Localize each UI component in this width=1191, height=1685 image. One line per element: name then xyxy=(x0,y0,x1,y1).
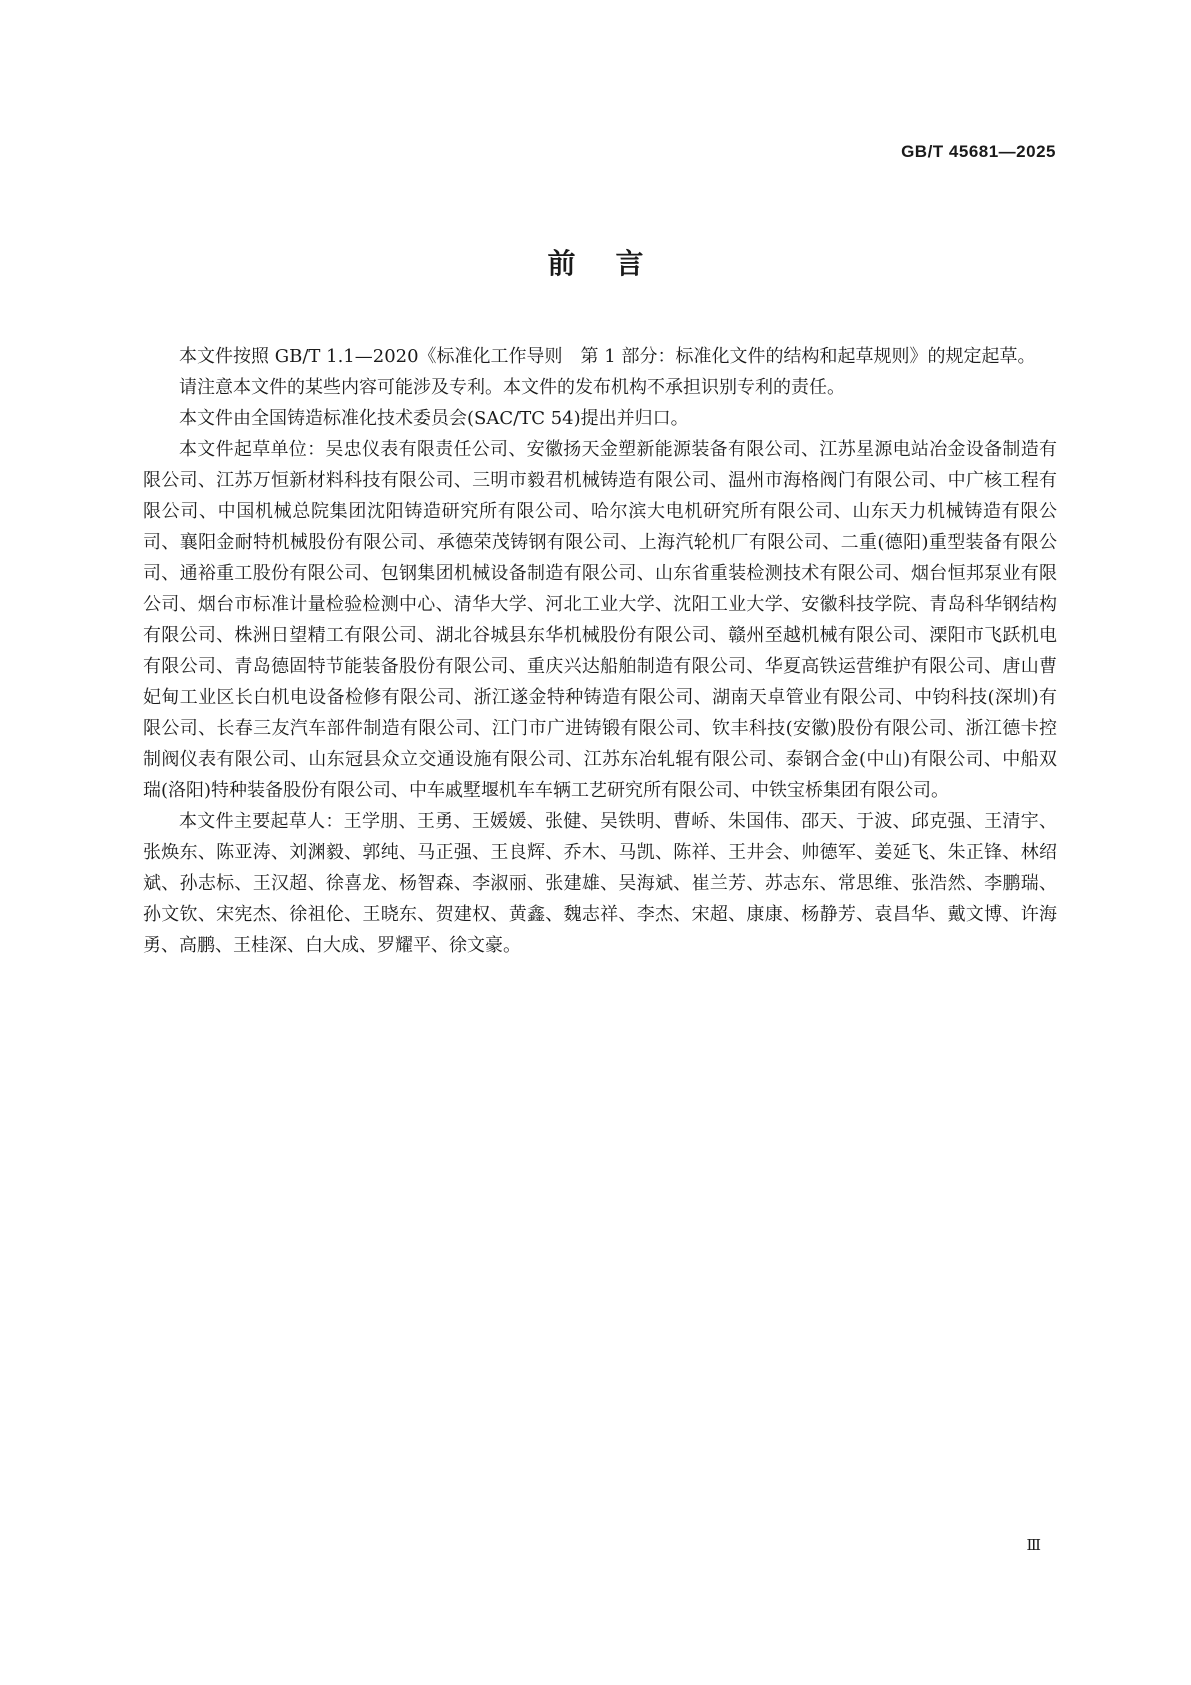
paragraph-drafters: 本文件主要起草人：王学朋、王勇、王媛媛、张健、吴铁明、曹峤、朱国伟、邵天、于波、邱克强、王清宇、张焕东、陈亚涛、刘渊毅、郭纯、马正强、王良辉、乔木、马凯、陈祥、王井会、帅德军、姜延飞、朱正锋、林绍斌、孙志标、王汉超、徐喜龙、杨智森、李淑丽、张建雄、吴海斌、崔兰芳、苏志东、常思维、张浩然、李鹏瑞、孙文钦、宋宪杰、徐祖伦、王晓东、贺建权、黄鑫、魏志祥、李杰、宋超、康康、杨静芳、袁昌华、戴文博、许海勇、高鹏、王桂深、白大成、罗耀平、徐文豪。 xyxy=(143,811,1057,956)
section-heading: 前言 xyxy=(547,247,684,280)
page-number: Ⅲ xyxy=(1026,1536,1041,1554)
document-code: GB/T 45681—2025 xyxy=(901,142,1056,161)
paragraph-drafting-rules: 本文件按照 GB/T 1.1—2020《标准化工作导则 第 1 部分：标准化文件的结构和起草规则》的规定起草。 xyxy=(179,346,1036,367)
body-text xyxy=(143,341,1057,961)
paragraph-proposer: 本文件由全国铸造标准化技术委员会(SAC/TC 54)提出并归口。 xyxy=(179,408,689,429)
paragraph-patent-notice: 请注意本文件的某些内容可能涉及专利。本文件的发布机构不承担识别专利的责任。 xyxy=(179,377,845,398)
paragraph-drafting-units: 本文件起草单位：吴忠仪表有限责任公司、安徽扬天金塑新能源装备有限公司、江苏星源电站冶金设备制造有限公司、江苏万恒新材料科技有限公司、三明市毅君机械铸造有限公司、温州市海格阀门有限公司、中广核工程有限公司、中国机械总院集团沈阳铸造研究所有限公司、哈尔滨大电机研究所有限公司、山东天力机械铸造有限公司、襄阳金耐特机械股份有限公司、承德荣茂铸钢有限公司、上海汽轮机厂有限公司、二重(德阳)重型装备有限公司、通裕重工股份有限公司、包钢集团机械设备制造有限公司、山东省重装检测技术有限公司、烟台恒邦泵业有限公司、烟台市标准计量检验检测中心、清华大学、河北工业大学、沈阳工业大学、安徽科技学院、青岛科华钢结构有限公司、株洲日望精工有限公司、湖北谷城县东华机械股份有限公司、赣州至越机械有限公司、溧阳市飞跃机电有限公司、青岛德固特节能装备股份有限公司、重庆兴达船舶制造有限公司、华夏高铁运营维护有限公司、唐山曹妃甸工业区长白机电设备检修有限公司、浙江遂金特种铸造有限公司、湖南天卓管业有限公司、中钧科技(深圳)有限公司、长春三友汽车部件制造有限公司、江门市广进铸锻有限公司、钦丰科技(安徽)股份有限公司、浙江德卡控制阀仪表有限公司、山东冠县众立交通设施有限公司、江苏东冶轧辊有限公司、泰钢合金(中山)有限公司、中船双瑞(洛阳)特种装备股份有限公司、中车戚墅堰机车车辆工艺研究所有限公司、中铁宝桥集团有限公司。 xyxy=(143,439,1057,801)
